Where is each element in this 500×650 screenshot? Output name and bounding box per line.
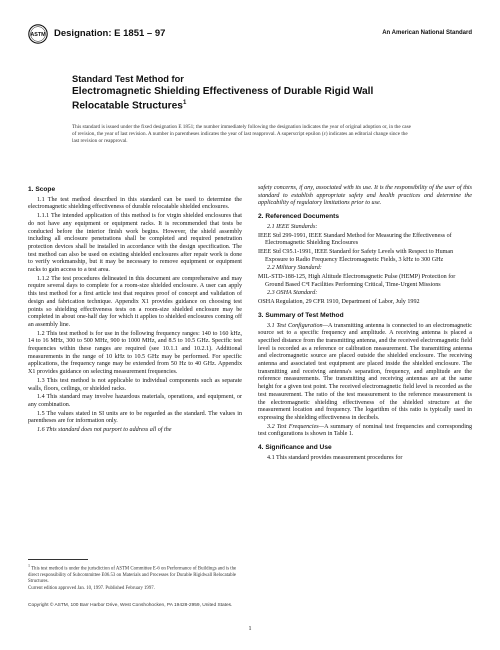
national-standard-label: An American National Standard	[382, 30, 472, 36]
paragraph-3-1-lead: 3.1 Test Configuration—	[267, 322, 328, 329]
footnote-edition: Current edition approved Jan. 10, 1997. Published February 1997.	[28, 585, 155, 591]
reference-ieee-c95: IEEE Std C95.1-1991, IEEE Standard for Safety Levels with Respect to Human Exposure to Radio Frequency Electromagnetic Fields, 3 kHz to 300 GHz	[258, 248, 454, 263]
reference-mil-std-188-125: MIL-STD-188-125, High Altitude Electromagnetic Pulse (HEMP) Protection for Ground Based C⁴I Facilities Performing Critical, Time-Urgent Missions	[258, 274, 456, 288]
paragraph-3-1	[258, 323, 472, 423]
paragraph-1-6	[28, 427, 242, 435]
right-column	[258, 185, 472, 464]
page-header	[28, 24, 472, 46]
paragraph-1-6-continued-text: safety concerns, if any, associated with its use. It is the responsibility of the user of this standard to establish appropriate safety and health practices and determine the applicability of regulatory limitations prior to use.	[258, 185, 472, 207]
title-line-1: Standard Test Method for	[72, 74, 184, 84]
footnote-text: This test method is under the jurisdiction of ASTM Committee E-6 on Performance of Buildings and is the direct responsibility of Subcommittee E06.53 on Materials and Processes for Durable Rigidwall Relocatable Structures.	[28, 566, 237, 585]
paragraph-1-6-continued	[258, 185, 472, 208]
paragraph-4-1: 4.1 This standard provides measurement procedures for	[267, 454, 403, 461]
subheading-osha-standard: 2.3 OSHA Standard:	[267, 290, 318, 297]
page-number: 1	[248, 626, 252, 632]
designation: Designation: E 1851 – 97	[54, 28, 166, 39]
reference-ieee-299: IEEE Std 299-1991, IEEE Standard Method for Measuring the Effectiveness of Electromagnetic Shielding Enclosures	[258, 232, 452, 247]
copyright-line: Copyright © ASTM, 100 Barr Harbor Drive, West Conshohocken, PA 19428-2959, United States.	[28, 603, 233, 608]
section-heading-summary: 3. Summary of Test Method	[258, 311, 344, 319]
paragraph-1-2: 1.2 This test method is for use in the following frequency ranges: 140 to 160 kHz, 14 to 16 MHz, 300 to 500 MHz, 900 to 1000 MHz, and 8.5 to 10.5 GHz. Specific test frequencies within these ranges are required (see 10.1.1 and 10.2.1). Additional measurements in the range of 10 kHz to 10.5 GHz may be performed. For specific applications, the frequency range may be extended from 50 Hz to 40 GHz. Appendix X1 provides guidance on selecting measurement frequencies.	[28, 330, 242, 376]
subheading-military-standard: 2.2 Military Standard:	[267, 265, 322, 272]
paragraph-1-4: 1.4 This standard may involve hazardous materials, operations, and equipment, or any combination.	[28, 394, 242, 408]
paragraph-1-1-1: 1.1.1 The intended application of this method is for virgin shielded enclosures that do not have any equipment or equipment racks. It is recommended that tests be conducted before the interior finish work begins. However, the shield assembly including all enclosure penetrations shall be completed and required penetration protection devices shall be installed in accordance with the design specification. The test method can also be used on existing shielded enclosures after repair work is done to verify workmanship, but it may be necessary to remove equipment or equipment racks to gain access to a test area.	[28, 213, 242, 274]
left-column	[28, 186, 242, 436]
paragraph-1-5: 1.5 The values stated in SI units are to be regarded as the standard. The values in parentheses are for information only.	[28, 410, 242, 425]
footnote-jurisdiction	[28, 563, 242, 586]
designation-notice: This standard is issued under the fixed designation E 1851; the number immediately following the designation indicates the year of original adoption or, in the case of revision, the year of last revision. A number in parentheses indicates the year of last reapproval. A superscript epsilon (ε) indicates an editorial change since the last revision or reapproval.	[72, 124, 411, 144]
paragraph-3-2-lead: 3.2 Test Frequencies—	[267, 423, 325, 430]
paragraph-3-2-text: A summary of nominal test frequencies and corresponding test configurations is shown in Table 1.	[258, 423, 472, 438]
astm-logo-icon	[28, 24, 48, 44]
logo-text: ASTM	[30, 32, 46, 39]
subheading-ieee-standards: 2.1 IEEE Standards:	[267, 223, 318, 230]
paragraph-3-2	[258, 424, 472, 439]
section-heading-referenced-documents: 2. Referenced Documents	[258, 213, 339, 221]
section-heading-significance: 4. Significance and Use	[258, 444, 332, 452]
section-heading-scope: 1. Scope	[28, 186, 56, 193]
title-block	[72, 74, 402, 112]
reference-osha-1910: OSHA Regulation, 29 CFR 1910, Department of Labor, July 1992	[258, 299, 420, 306]
paragraph-1-3: 1.3 This test method is not applicable to individual components such as separate walls, floors, ceilings, or shielded racks.	[28, 377, 242, 392]
paragraph-1-1-2: 1.1.2 The test procedures delineated in this document are comprehensive and may require several days to complete for a room-size shielded enclosure. A user can apply this test method for a first article test that requires proof of concept and validation of design and fabrication technique. Appendix X1 provides guidance on choosing test points so shielding effectiveness tests on a room-size shielded enclosure may be completed in about one-half day for which it applies to shielded enclosures coming off an assembly line.	[28, 275, 242, 328]
title-main: Electromagnetic Shielding Effectiveness of Durable Rigid Wall Relocatable Structures	[72, 86, 374, 111]
title-footnote-mark: 1	[182, 99, 187, 106]
paragraph-1-1: 1.1 The test method described in this standard can be used to determine the electromagnetic shielding effectiveness of durable relocatable shielded enclosures.	[28, 196, 242, 211]
footnote-mark: 1	[28, 563, 30, 568]
footnote	[28, 563, 242, 592]
paragraph-3-1-text: A transmitting antenna is connected to an electromagnetic source set to a specific frequency and amplitude. A receiving antenna is placed a specified distance from the transmitting antenna, and the received electromagnetic field level is recorded as a reference or calibration measurement. The transmitting antenna and electromagnetic source are placed outside the shielded enclosure. The receiving antenna and associated test equipment are placed inside the shielded enclosure. The transmitting and receiving antenna's separation, frequency, and amplitude are the reference measurements. The transmitting and receiving antennas are at the same height for a given test point. The received electromagnetic field level is recorded as the test measurement. The ratio of the test measurement to the reference measurement is the electromagnetic shielding effectiveness of the shielded structure at the measurement location and frequency. The logarithm of this ratio is typically used in expressing the shielding effectiveness in decibels.	[258, 322, 473, 421]
footnote-divider	[28, 559, 88, 560]
paragraph-1-6-text: 1.6 This standard does not purport to address all of the	[37, 427, 172, 434]
title-line-2	[72, 86, 402, 112]
